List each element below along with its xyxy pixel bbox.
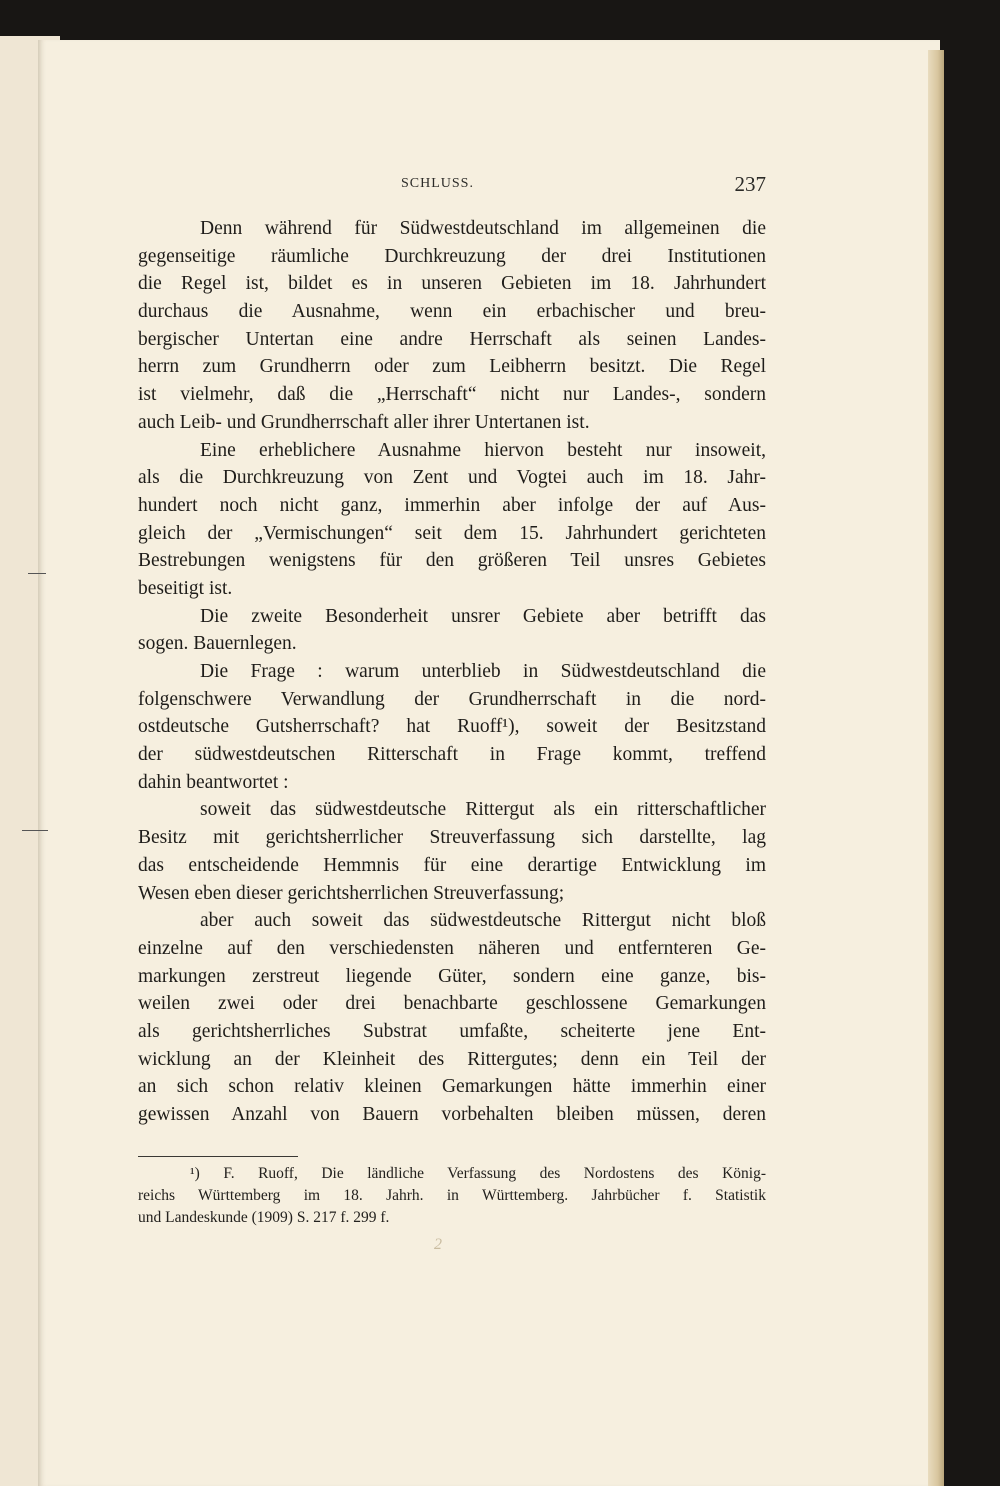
text-line: Besitz mit gerichtsherrlicher Streuverfassung sich darstellte, lag: [138, 827, 766, 849]
margin-mark: [22, 830, 48, 831]
text-line: einzelne auf den verschiedensten näheren und entfernteren Ge-: [138, 937, 766, 959]
text-line: gleich der „Vermischungen“ seit dem 15. Jahrhundert gerichteten: [138, 522, 766, 544]
page-header: [138, 172, 766, 202]
footnote-line: ¹) F. Ruoff, Die ländliche Verfassung des Nordostens des König-: [190, 1165, 766, 1182]
text-line: Die zweite Besonderheit unsrer Gebiete aber betrifft das: [200, 605, 766, 627]
text-line: bergischer Untertan eine andre Herrschaft als seinen Landes-: [138, 328, 766, 350]
text-line: markungen zerstreut liegende Güter, sondern eine ganze, bis-: [138, 965, 766, 987]
text-line: Wesen eben dieser gerichtsherrlichen Streuverfassung;: [138, 882, 565, 904]
footnote-line: reichs Württemberg im 18. Jahrh. in Württemberg. Jahrbücher f. Statistik: [138, 1187, 766, 1204]
text-line: wicklung an der Kleinheit des Rittergutes; denn ein Teil der: [138, 1048, 766, 1070]
footnote-rule: [138, 1156, 298, 1157]
page-number: 237: [734, 172, 766, 196]
text-line: gegenseitige räumliche Durchkreuzung der drei Institutionen: [138, 245, 766, 267]
text-line: herrn zum Grundherrn oder zum Leibherrn besitzt. Die Regel: [138, 356, 766, 378]
text-line: sogen. Bauernlegen.: [138, 633, 297, 655]
text-line: das entscheidende Hemmnis für eine derartige Entwicklung im: [138, 854, 766, 876]
text-line: durchaus die Ausnahme, wenn ein erbachischer und breu-: [138, 301, 766, 323]
text-line: ist vielmehr, daß die „Herrschaft“ nicht nur Landes-, sondern: [138, 384, 766, 406]
text-line: an sich schon relativ kleinen Gemarkungen hätte immerhin einer: [138, 1076, 766, 1098]
text-line: Die Frage : warum unterblieb in Südwestdeutschland die: [200, 661, 766, 682]
page-fore-edge: [928, 50, 944, 1486]
pencil-mark: 2: [434, 1236, 442, 1253]
text-line: folgenschwere Verwandlung der Grundherrschaft in die nord-: [138, 688, 766, 710]
text-line: soweit das südwestdeutsche Rittergut als ein ritterschaftlicher: [200, 799, 766, 821]
text-line: als gerichtsherrliches Substrat umfaßte, scheiterte jene Ent-: [138, 1020, 766, 1042]
text-line: Bestrebungen wenigstens für den größeren Teil unsres Gebietes: [138, 550, 766, 572]
text-line: beseitigt ist.: [138, 577, 233, 599]
text-line: dahin beantwortet :: [138, 771, 289, 793]
margin-mark: [28, 573, 46, 574]
text-line: als die Durchkreuzung von Zent und Vogtei auch im 18. Jahr-: [138, 467, 766, 489]
text-line: hundert noch nicht ganz, immerhin aber infolge der auf Aus-: [138, 494, 766, 516]
text-line: die Regel ist, bildet es in unseren Gebieten im 18. Jahrhundert: [138, 273, 766, 295]
body-text: [138, 215, 766, 1129]
text-line: gewissen Anzahl von Bauern vorbehalten bleiben müssen, deren: [138, 1104, 766, 1125]
footnote-line: und Landeskunde (1909) S. 217 f. 299 f.: [138, 1209, 390, 1226]
text-line: der südwestdeutschen Ritterschaft in Frage kommt, treffend: [138, 744, 766, 766]
text-line: aber auch soweit das südwestdeutsche Rittergut nicht bloß: [200, 910, 766, 932]
footnotes: [138, 1163, 766, 1229]
text-line: Eine erheblichere Ausnahme hiervon besteht nur insoweit,: [200, 439, 766, 461]
text-line: ostdeutsche Gutsherrschaft? hat Ruoff¹), soweit der Besitzstand: [138, 716, 766, 738]
text-line: auch Leib- und Grundherrschaft aller ihrer Untertanen ist.: [138, 411, 590, 433]
text-line: Denn während für Südwestdeutschland im allgemeinen die: [200, 218, 766, 239]
text-line: weilen zwei oder drei benachbarte geschlossene Gemarkungen: [138, 993, 766, 1015]
running-head: SCHLUSS.: [401, 176, 474, 191]
